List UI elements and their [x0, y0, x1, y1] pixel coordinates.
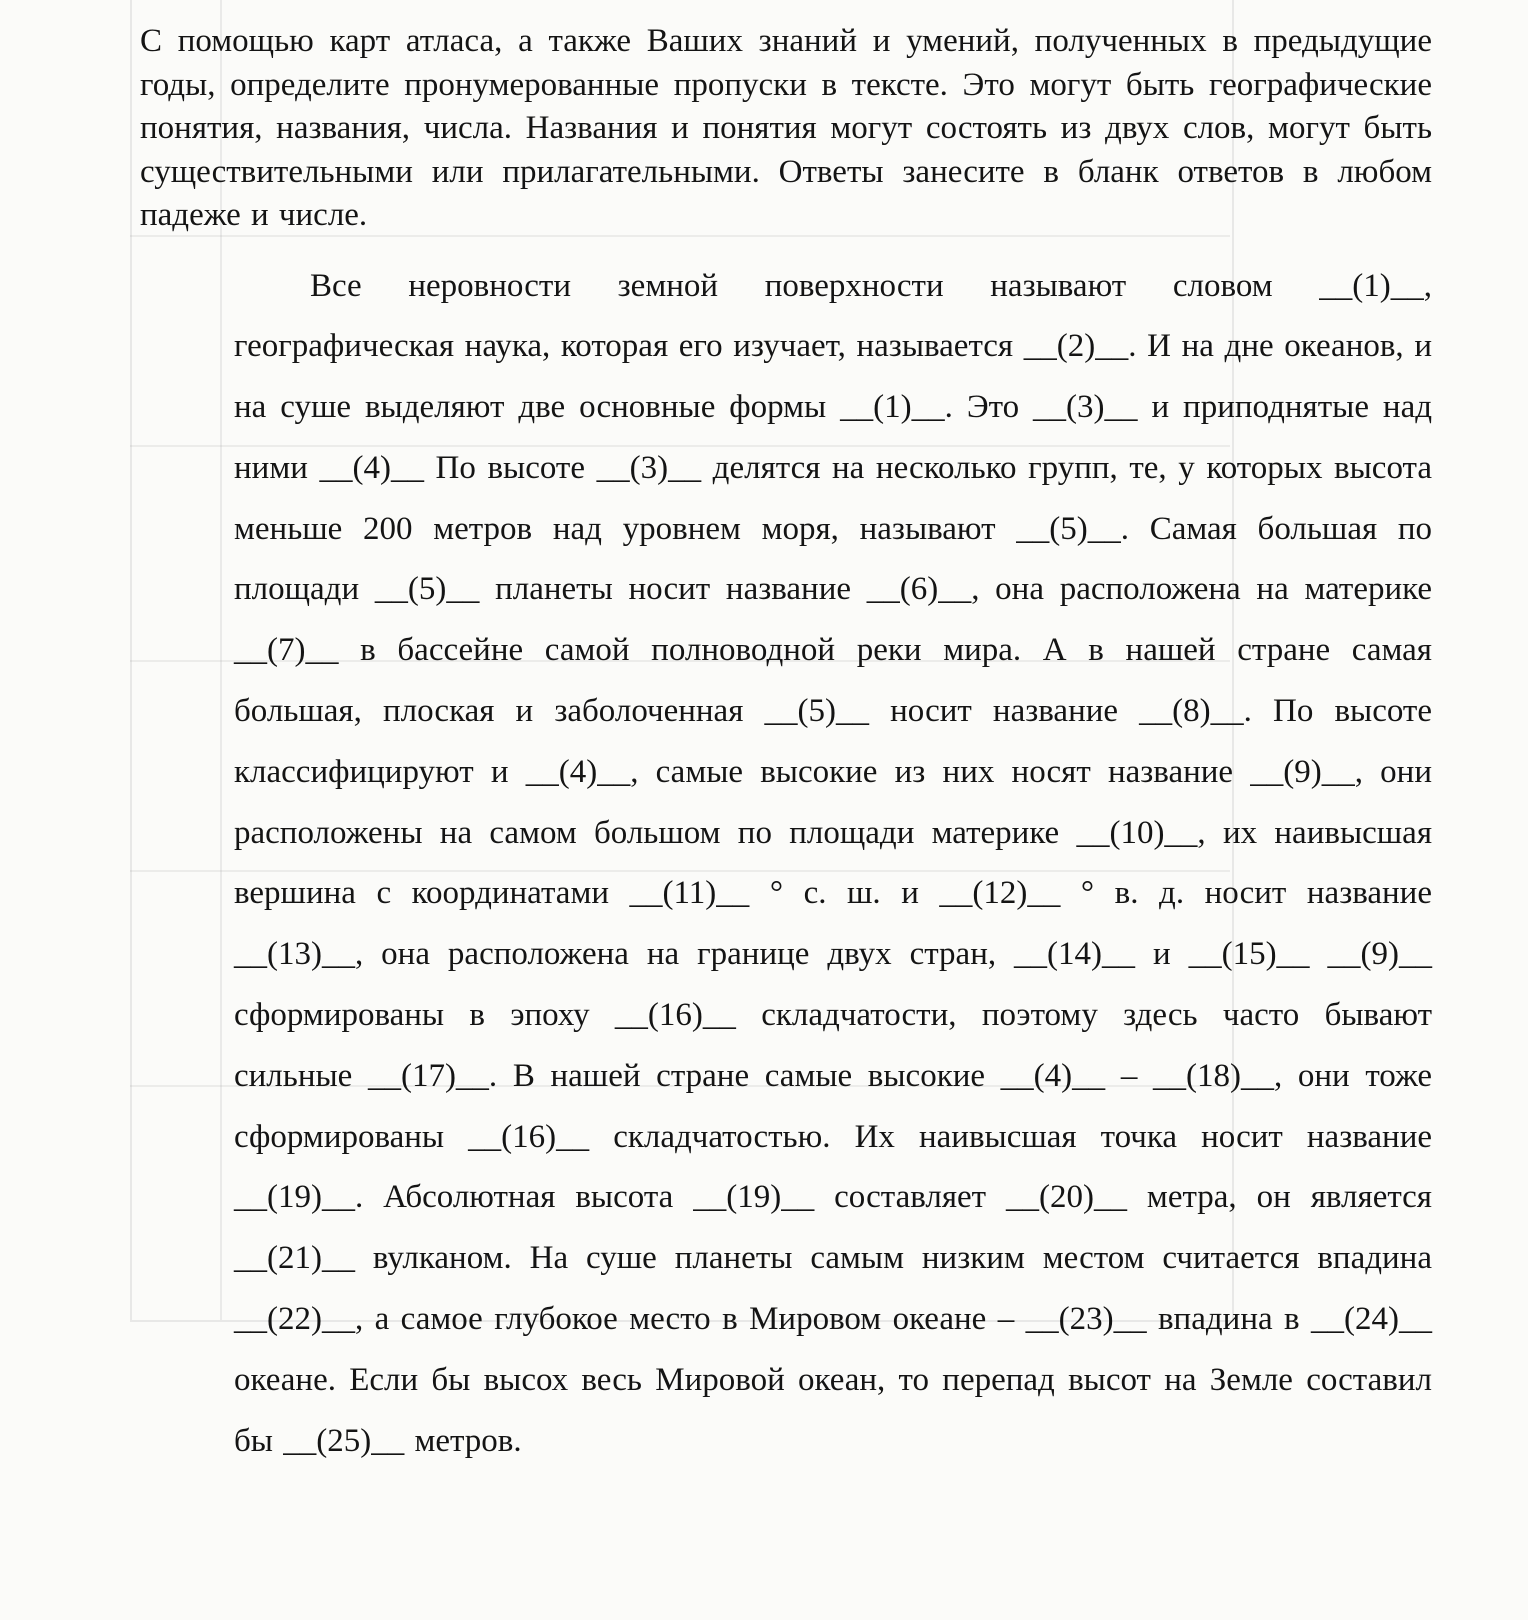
fill-in-passage: Все неровности земной поверхности называют словом __(1)__, географическая наука, которая его изучает, называется __(2)__. И на дне океанов, и на суше выделяют две основные формы __(1)__. Это __(3)__ и приподнятые над ними __(4)__ По высоте __(3)__ делятся на несколько групп, те, у которых высота меньше 200 метров над уровнем моря, называют __(5)__. Самая большая по площади __(5)__ планеты носит название __(6)__, она расположена на материке __(7)__ в бассейне самой полноводной реки мира. А в нашей стране самая большая, плоская и заболоченная __(5)__ носит название __(8)__. По высоте классифицируют и __(4)__, самые высокие из них носят название __(9)__, они расположены на самом большом по площади материке __(10)__, их наивысшая вершина с координатами __(11)__ ° с. ш. и __(12)__ ° в. д. носит название __(13)__, она расположена на границе двух стран, __(14)__ и __(15)__ __(9)__ сформированы в эпоху __(16)__ складчатости, поэтому здесь часто бывают сильные __(17)__. В нашей стране самые высокие __(4)__ – __(18)__, они тоже сформированы __(16)__ складчатостью. Их наивысшая точка носит название __(19)__. Абсолютная высота __(19)__ составляет __(20)__ метра, он является __(21)__ вулканом. На суше планеты самым низким местом считается впадина __(22)__, а самое глубокое место в Мировом океане – __(23)__ впадина в __(24)__ океане. Если бы высох весь Мировой океан, то перепад высот на Земле составил бы __(25)__ метров. [234, 267, 1432, 1459]
task-instructions: С помощью карт атласа, а также Ваших знаний и умений, полученных в предыдущие годы, определите пронумерованные пропуски в тексте. Это могут быть географические понятия, названия, числа. Названия и понятия могут состоять из двух слов, могут быть существительными или прилагательными. Ответы занесите в бланк ответов в любом падеже и числе. [140, 23, 1432, 233]
document-page [140, 20, 1432, 1471]
